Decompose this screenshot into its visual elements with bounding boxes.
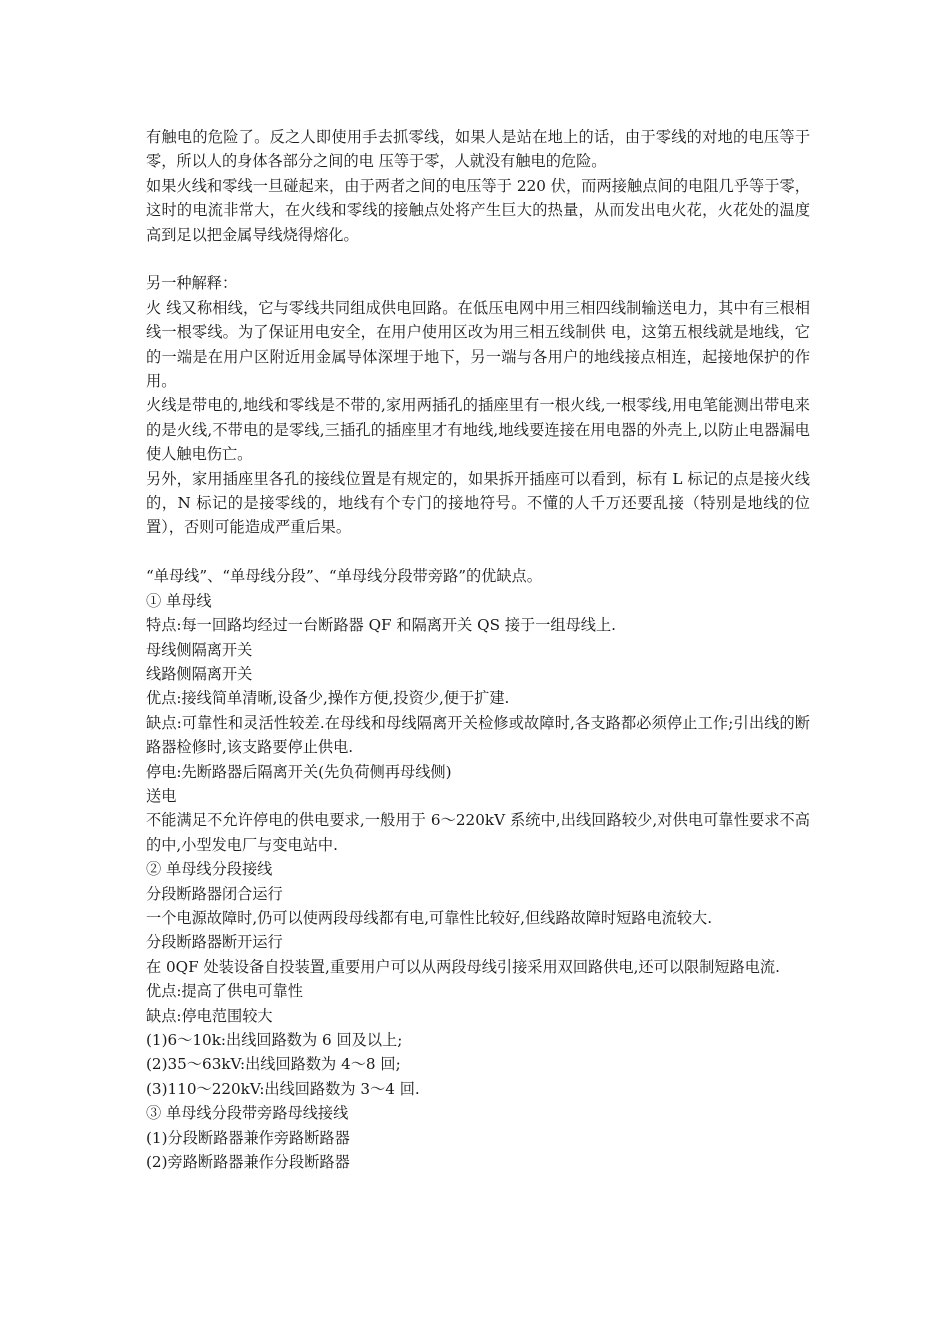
list-line: 一个电源故障时,仍可以使两段母线都有电,可靠性比较好,但线路故障时短路电流较大.	[146, 908, 713, 927]
paragraph-short-circuit: 如果火线和零线一旦碰起来，由于两者之间的电压等于 220 伏，而两接触点间的电阻几乎等于零，这时的电流非常大，在火线和零线的接触点处将产生巨大的热量，从而发出电火花，火花处的温度高到足以把金属导线烧得熔化。	[146, 176, 810, 244]
list-line: (2)旁路断路器兼作分段断路器	[146, 1153, 350, 1172]
list-line: 优点:提高了供电可靠性	[146, 982, 303, 1001]
list-line: 分段断路器闭合运行	[146, 884, 283, 903]
blank-line	[146, 247, 810, 271]
document-body	[146, 125, 810, 1174]
list-line: (2)35～63kV:出线回路数为 4～8 回;	[146, 1055, 401, 1074]
blank-line	[146, 540, 810, 564]
list-line: 缺点:可靠性和灵活性较差.在母线和母线隔离开关检修或故障时,各支路都必须停止工作;引出线的断路器检修时,该支路要停止供电.	[146, 713, 810, 757]
paragraph-socket-wiring: 火线是带电的,地线和零线是不带的,家用两插孔的插座里有一根火线,一根零线,用电笔能测出带电来的是火线,不带电的是零线,三插孔的插座里才有地线,地线要连接在用电器的外壳上,以防止电器漏电使人触电伤亡。	[146, 396, 810, 464]
paragraph-zero-line-safety: 有触电的危险了。反之人即使用手去抓零线，如果人是站在地上的话，由于零线的对地的电压等于零，所以人的身体各部分之间的电 压等于零，人就没有触电的危险。	[146, 128, 810, 171]
list-line: 送电	[146, 786, 177, 805]
list-line: ③ 单母线分段带旁路母线接线	[146, 1104, 349, 1123]
list-line: 线路侧隔离开关	[146, 664, 253, 683]
section-title-busbar: “单母线”、“单母线分段”、“单母线分段带旁路”的优缺点。	[146, 567, 542, 586]
list-line: 在 0QF 处装设备自投装置,重要用户可以从两段母线引接采用双回路供电,还可以限制短路电流.	[146, 957, 780, 976]
list-line: 特点:每一回路均经过一台断路器 QF 和隔离开关 QS 接于一组母线上.	[146, 616, 616, 635]
list-line: 不能满足不允许停电的供电要求,一般用于 6～220kV 系统中,出线回路较少,对供电可靠性要求不高的中,小型发电厂与变电站中.	[146, 811, 810, 854]
list-line: 母线侧隔离开关	[146, 640, 253, 659]
list-line: (1)分段断路器兼作旁路断路器	[146, 1128, 350, 1147]
section-heading-another-explanation: 另一种解释：	[146, 274, 238, 293]
list-line: (1)6～10k:出线回路数为 6 回及以上;	[146, 1031, 403, 1049]
list-line: 分段断路器断开运行	[146, 933, 283, 952]
paragraph-live-wire-definition: 火 线又称相线，它与零线共同组成供电回路。在低压电网中用三相四线制输送电力，其中有三根相线一根零线。为了保证用电安全，在用户使用区改为用三相五线制供 电，这第五根线就是地线，它的一端是在用户区附近用金属导体深埋于地下，另一端与各用户的地线接点相连，起接地保护的作用。	[146, 298, 810, 391]
list-line: 缺点:停电范围较大	[146, 1006, 273, 1025]
list-line: ① 单母线	[146, 591, 212, 610]
list-line: 停电:先断路器后隔离开关(先负荷侧再母线侧)	[146, 762, 452, 781]
list-line: (3)110～220kV:出线回路数为 3～4 回.	[146, 1079, 420, 1098]
paragraph-socket-markings: 另外，家用插座里各孔的接线位置是有规定的，如果拆开插座可以看到，标有 L 标记的点是接火线的，N 标记的是接零线的，地线有个专门的接地符号。不懂的人千万还要乱接（特别是地线的位置），否则可能造成严重后果。	[146, 469, 810, 537]
list-line: ② 单母线分段接线	[146, 860, 273, 879]
list-line: 优点:接线简单清晰,设备少,操作方便,投资少,便于扩建.	[146, 689, 510, 708]
